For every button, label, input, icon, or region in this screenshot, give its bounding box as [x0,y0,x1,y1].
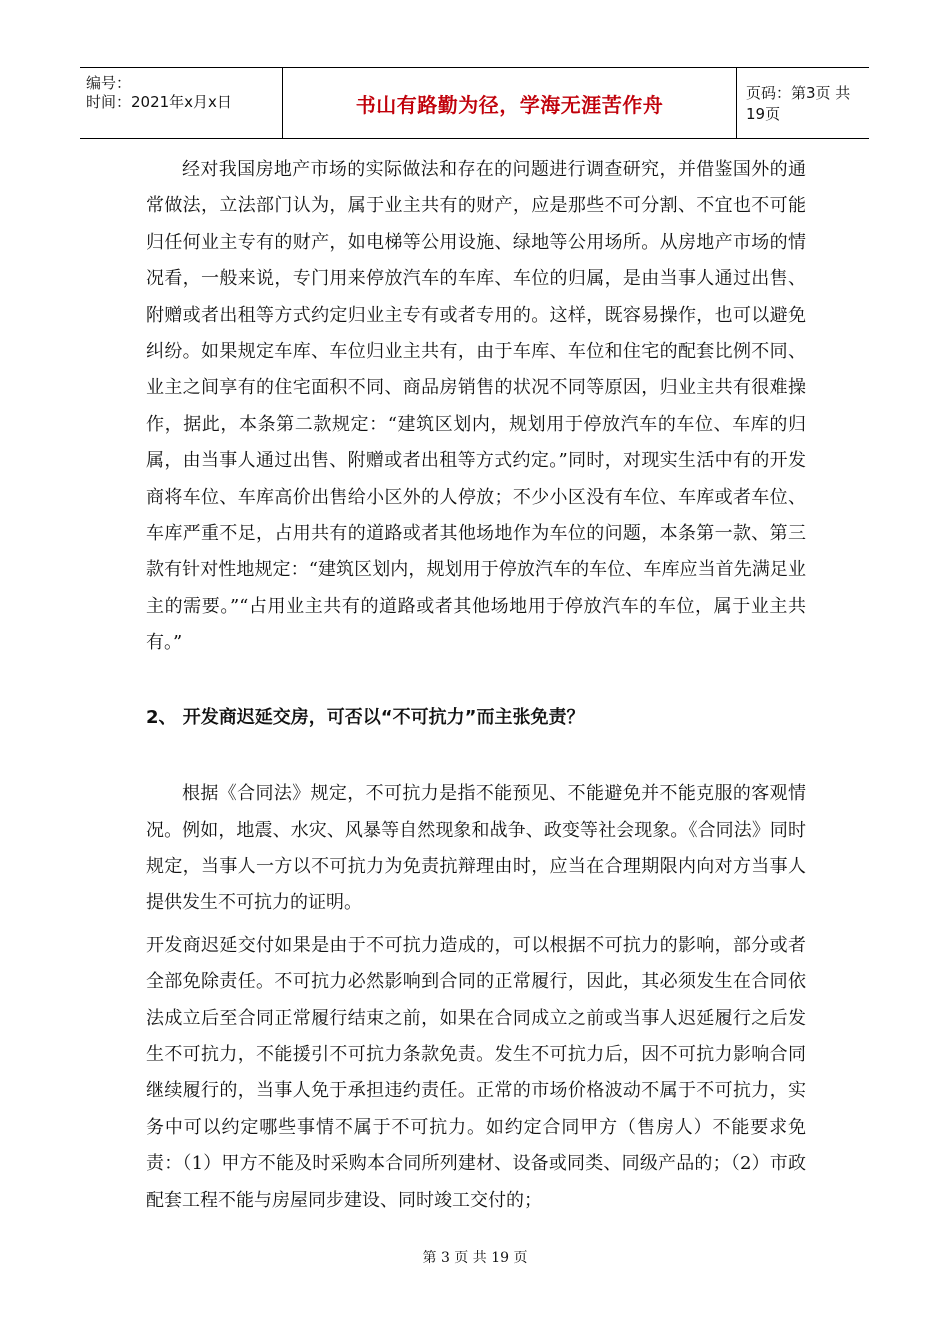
document-header [80,67,869,139]
page-footer: 第 3 页 共 19 页 [422,1250,528,1266]
document-body [146,152,806,1219]
header-page-info: 页码：第3页 共19页 [746,84,851,123]
section-heading: 2、 开发商迟延交房，可否以“不可抗力”而主张免责？ [146,706,585,728]
document-number-label: 编号： [86,74,132,92]
header-motto: 书山有路勤为径，学海无涯苦作舟 [355,92,664,117]
header-meta-cell [80,68,282,138]
paragraph: 经对我国房地产市场的实际做法和存在的问题进行调查研究，并借鉴国外的通常做法，立法部门认为，属于业主共有的财产，应是那些不可分割、不宜也不可能归任何业主专有的财产，如电梯等公用设施、绿地等公用场所。从房地产市场的情况看，一般来说，专门用来停放汽车的车库、车位的归属，是由当事人通过出售、附赠或者出租等方式约定归业主专有或者专用的。这样，既容易操作，也可以避免纠纷。如果规定车库、车位归业主共有，由于车库、车位和住宅的配套比例不同、业主之间享有的住宅面积不同、商品房销售的状况不同等原因，归业主共有很难操作，据此，本条第二款规定：“建筑区划内，规划用于停放汽车的车位、车库的归属，由当事人通过出售、附赠或者出租等方式约定。”同时，对现实生活中有的开发商将车位、车库高价出售给小区外的人停放；不少小区没有车位、车库或者车位、车库严重不足，占用共有的道路或者其他场地作为车位的问题，本条第一款、第三款有针对性地规定：“建筑区划内，规划用于停放汽车的车位、车库应当首先满足业主的需要。”“占用业主共有的道路或者其他场地用于停放汽车的车位，属于业主共有。” [146,159,806,654]
document-date-label: 时间：2021年x月x日 [86,93,232,111]
paragraph: 开发商迟延交付如果是由于不可抗力造成的，可以根据不可抗力的影响，部分或者全部免除责任。不可抗力必然影响到合同的正常履行，因此，其必须发生在合同依法成立后至合同正常履行结束之前，如果在合同成立之前或当事人迟延履行之后发生不可抗力，不能援引不可抗力条款免责。发生不可抗力后，因不可抗力影响合同继续履行的，当事人免于承担违约责任。正常的市场价格波动不属于不可抗力，实务中可以约定哪些事情不属于不可抗力。如约定合同甲方（售房人）不能要求免责：（1）甲方不能及时采购本合同所列建材、设备或同类、同级产品的；（2）市政配套工程不能与房屋同步建设、同时竣工交付的； [146,934,806,1211]
paragraph: 根据《合同法》规定，不可抗力是指不能预见、不能避免并不能克服的客观情况。例如，地震、水灾、风暴等自然现象和战争、政变等社会现象。《合同法》同时规定，当事人一方以不可抗力为免责抗辩理由时，应当在合理期限内向对方当事人提供发生不可抗力的证明。 [146,783,806,914]
header-motto-cell [282,68,737,138]
